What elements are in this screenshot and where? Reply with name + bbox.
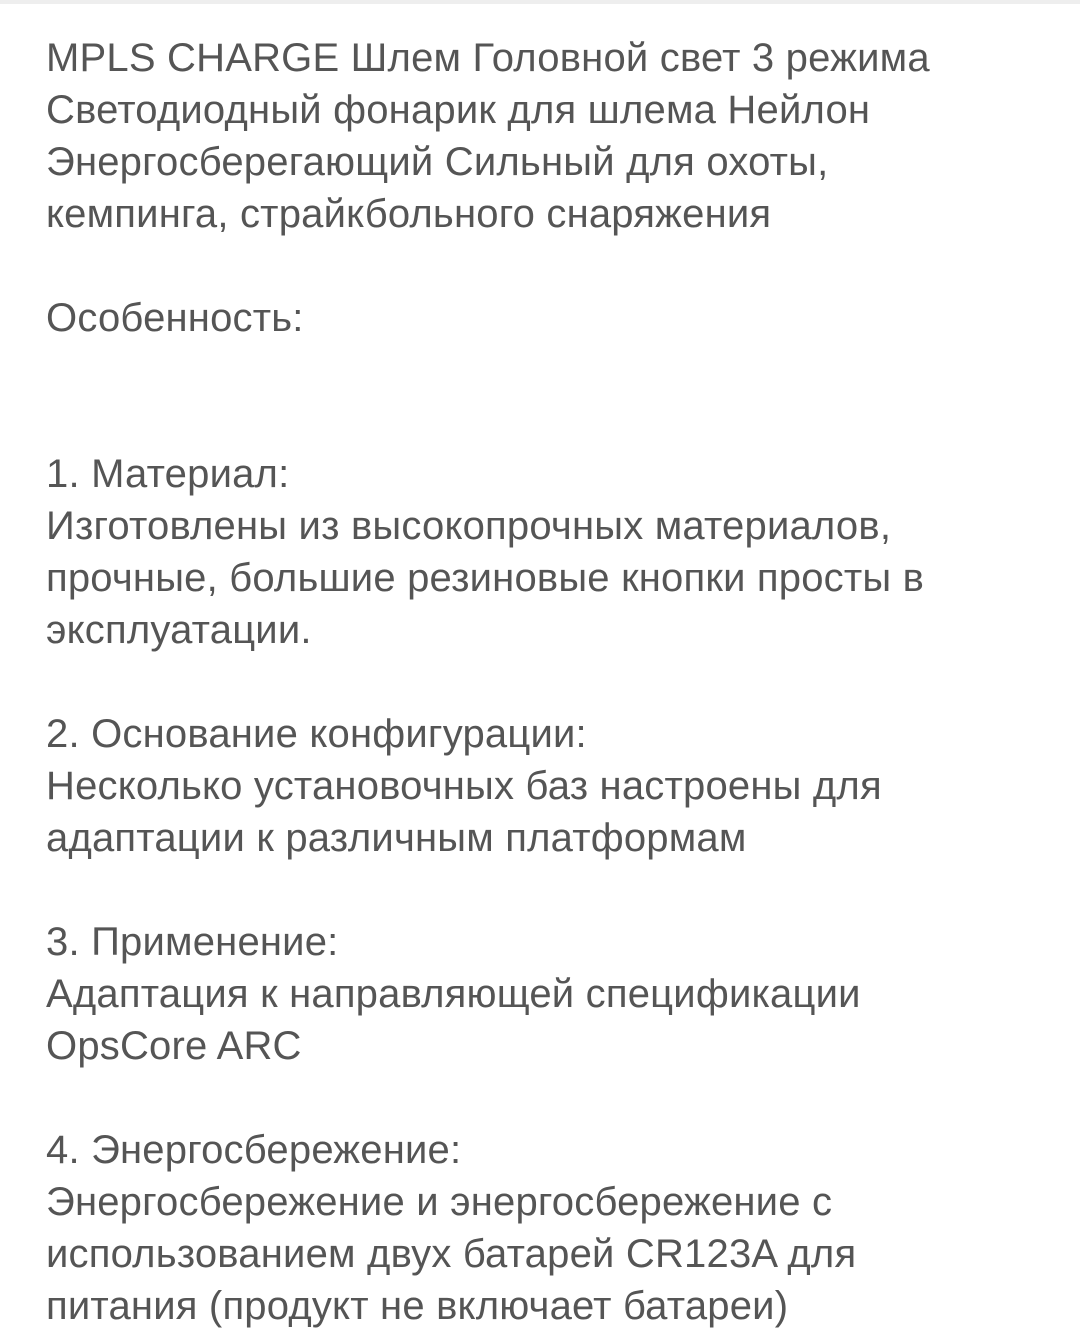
feature-configuration-base: [46, 708, 1046, 864]
spacer: [46, 864, 1046, 916]
feature-text-line: OpsCore ARC: [46, 1024, 302, 1068]
feature-heading: 4. Энергосбережение:: [46, 1128, 462, 1172]
title-line: кемпинга, страйкбольного снаряжения: [46, 192, 772, 236]
spacer: [46, 656, 1046, 708]
feature-text-line: прочные, большие резиновые кнопки просты в: [46, 556, 925, 600]
feature-text-line: Несколько установочных баз настроены для: [46, 764, 882, 808]
feature-heading: 2. Основание конфигурации:: [46, 712, 587, 756]
feature-text-line: использованием двух батарей CR123A для: [46, 1232, 857, 1276]
features-heading: Особенность:: [46, 296, 304, 340]
spacer: [46, 1072, 1046, 1124]
title-line: MPLS CHARGE Шлем Головной свет 3 режима: [46, 36, 930, 80]
feature-text-line: эксплуатации.: [46, 608, 312, 652]
feature-material: [46, 448, 1046, 656]
spacer: [46, 240, 1046, 292]
feature-text-line: Изготовлены из высокопрочных материалов,: [46, 504, 892, 548]
feature-heading: 1. Материал:: [46, 452, 290, 496]
top-divider: [0, 0, 1080, 4]
title-line: Энергосберегающий Сильный для охоты,: [46, 140, 829, 184]
feature-application: [46, 916, 1046, 1072]
product-description: [46, 32, 1046, 1332]
feature-heading: 3. Применение:: [46, 920, 339, 964]
feature-energy-saving: [46, 1124, 1046, 1332]
spacer: [46, 344, 1046, 448]
feature-text-line: Адаптация к направляющей спецификации: [46, 972, 861, 1016]
feature-text-line: питания (продукт не включает батареи): [46, 1284, 789, 1328]
feature-text-line: Энергосбережение и энергосбережение с: [46, 1180, 833, 1224]
feature-text-line: адаптации к различным платформам: [46, 816, 747, 860]
title-line: Светодиодный фонарик для шлема Нейлон: [46, 88, 871, 132]
product-title: [46, 32, 1046, 240]
